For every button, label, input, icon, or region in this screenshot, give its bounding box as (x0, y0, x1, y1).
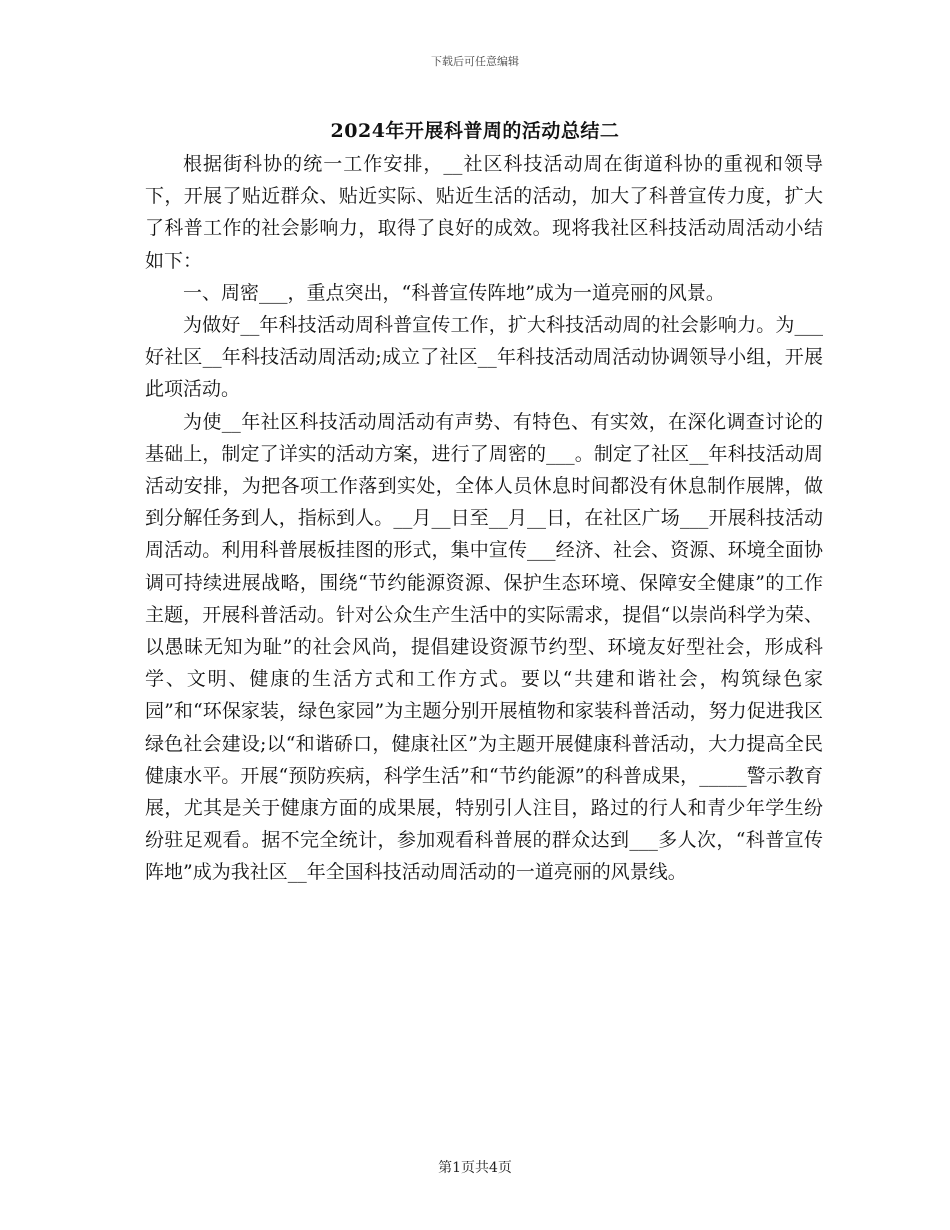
page-header-note: 下载后可任意编辑 (431, 55, 519, 68)
page-number-footer: 第1页共4页 (438, 1160, 512, 1176)
document-body (145, 148, 823, 889)
paragraph-organization: 为做好__年科技活动周科普宣传工作，扩大科技活动周的社会影响力。为___好社区__年科技活动周活动;成立了社区__年科技活动周活动协调领导小组，开展此项活动。 (145, 314, 823, 401)
paragraph-intro: 根据街科协的统一工作安排，__社区科技活动周在街道科协的重视和领导下，开展了贴近群众、贴近实际、贴近生活的活动，加大了科普宣传力度，扩大了科普工作的社会影响力，取得了良好的成效。现将我社区科技活动周活动小结如下： (145, 153, 823, 272)
document-title: 2024年开展科普周的活动总结二 (330, 120, 620, 142)
paragraph-activities: 为使__年社区科技活动周活动有声势、有特色、有实效，在深化调查讨论的基础上，制定了详实的活动方案，进行了周密的___。制定了社区__年科技活动周活动安排，为把各项工作落到实处，全体人员休息时间都没有休息制作展牌，做到分解任务到人，指标到人。__月__日至__月__日，在社区广场___开展科技活动周活动。利用科普展板挂图的形式，集中宣传___经济、社会、资源、环境全面协调可持续进展战略，围绕“节约能源资源、保护生态环境、保障安全健康”的工作主题，开展科普活动。针对公众生产生活中的实际需求，提倡“以崇尚科学为荣、以愚昧无知为耻”的社会风尚，提倡建设资源节约型、环境友好型社会，形成科学、文明、健康的生活方式和工作方式。要以“共建和谐社会，构筑绿色家园”和“环保家装，绿色家园”为主题分别开展植物和家装科普活动，努力促进我区绿色社会建设;以“和谐硚口，健康社区”为主题开展健康科普活动，大力提高全民健康水平。开展“预防疾病，科学生活”和“节约能源”的科普成果，_____警示教育展，尤其是关于健康方面的成果展，特别引人注目，路过的行人和青少年学生纷纷驻足观看。据不完全统计，参加观看科普展的群众达到___多人次，“科普宣传阵地”成为我社区__年全国科技活动周活动的一道亮丽的风景线。 (145, 410, 823, 884)
paragraph-section-heading: 一、周密___，重点突出，“科普宣传阵地”成为一道亮丽的风景。 (183, 281, 725, 304)
